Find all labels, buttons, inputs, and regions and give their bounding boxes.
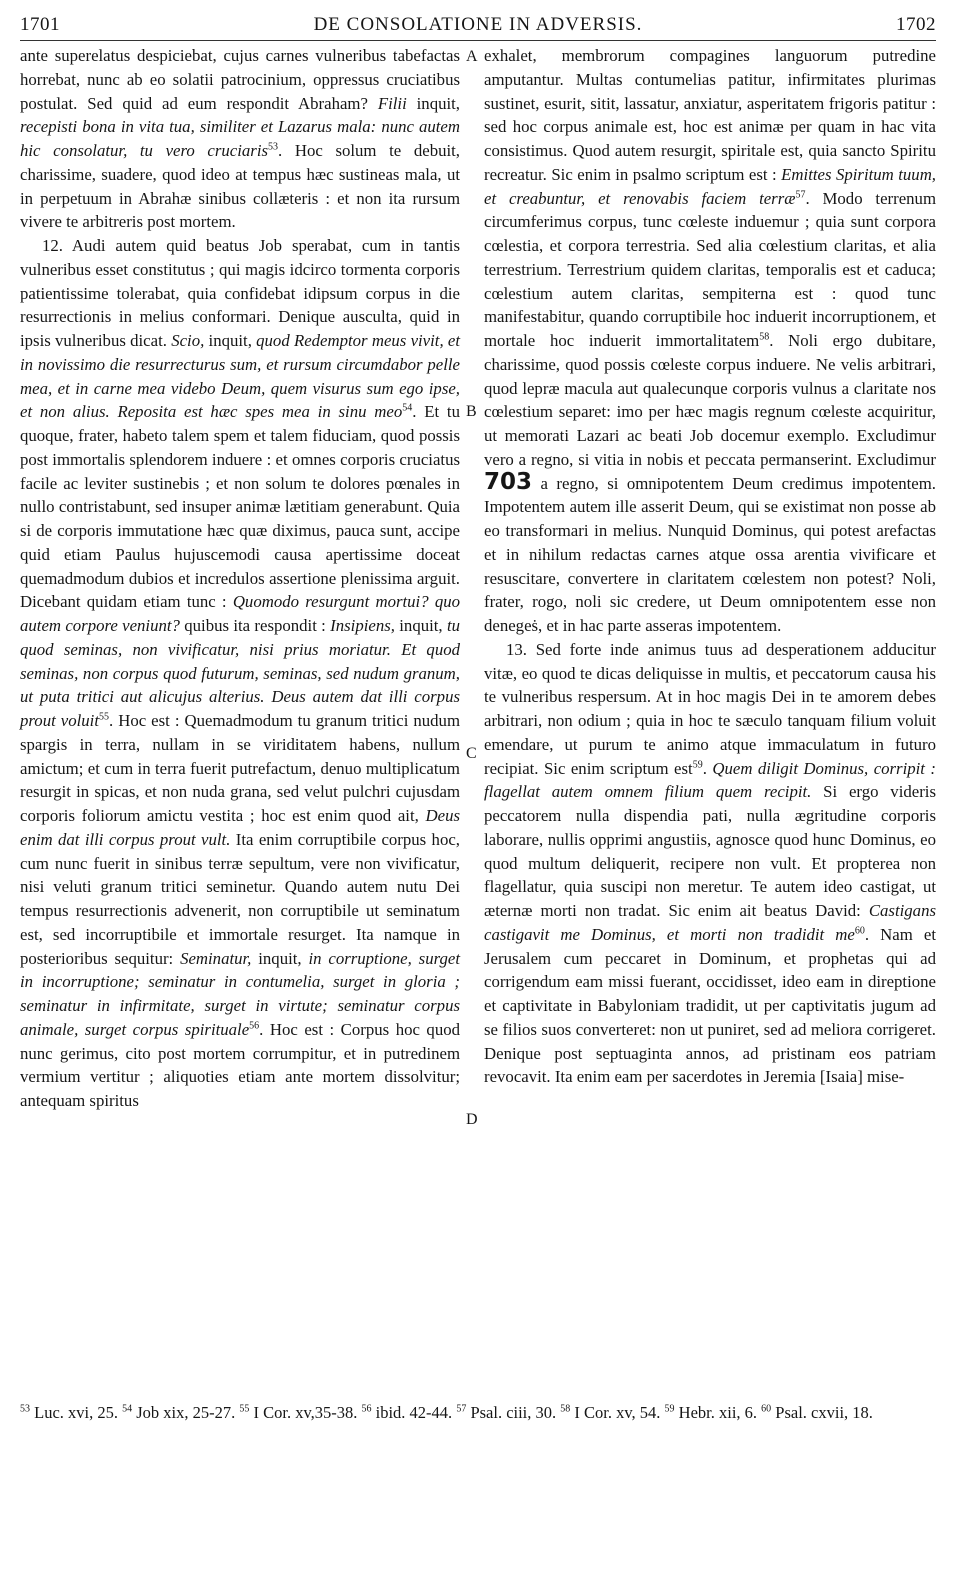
header-rule (20, 40, 936, 41)
running-header (20, 8, 936, 38)
right-page-number: 1702 (896, 14, 936, 35)
margin-mark-d: D (466, 1111, 478, 1128)
paragraph: exhalet, membrorum compagines languorum putredine amputantur. Multas contumelias patitur, infirmitates plurimas sustinet, esurit, sitit, lassatur, anxiatur, asperitatem frigoris patitur : sed hoc corpus animale est, hoc est animæ per quam in hac vita consistimus. Quod autem resurgit, spiritale est, quia sancto Spiritu recreatur. Sic enim in psalmo scriptum est : Emittes Spiritum tuum, et creabuntur, et renovabis faciem terræ$^{57}$. Modo terrenum circumferimus corpus, tunc cœleste induemur ; quia sunt corpora cœlestia, et corpora terrestria. Sed alia cœlestium claritas, et alia terrestrium. Terrestrium quidem claritas, temporalis est et caduca; cœlestium autem claritas, sempiterna est : quod tunc manifestabitur, quando corruptibile hoc induerit incorruptionem, et mortale hoc induerit immortalitatem$^{58}$. Noli ergo dubitare, charissime, quod possis cœleste corpus induere. Ne velis arbitrari, quod lepræ macula aut qualecunque corporis vulnus a claritate nos cœlestium separet: imo per hæc magis regnum cœleste acquiritur, ut memorati Lazari ac beati Job docemur exemplo. Excludimur vero a regno, si vitia in nobis et peccata permanserint. Excludimur 703 a regno, si omnipotentem Deum credimus impotentem. Impotentem autem ille asserit Deum, qui se existimat non posse ab eo transformari in melius. Nunquid Dominus, qui potest arefactas et in nihilum redactas carnes atque ossa arentia vivificare et resuscitare, convertere in claritatem cœlestem non potest? Noli, frater, rogo, noli sic credere, ut Deum omnipotentem esse non denegeṡ, et in hac parte asseras impotentem. (484, 46, 937, 635)
footnotes: $^{53}$ Luc. xvi, 25. $^{54}$ Job xix, 25-27. $^{55}$ I Cor. xv,35-38. $^{56}$ ibid. 42-44. $^{57}$ Psal. ciii, 30. $^{58}$ I Cor. xv, 54. $^{59}$ Hebr. xii, 6. $^{60}$ Psal. cxvii, 18. (20, 1403, 873, 1422)
footnote-ref: 55 (98, 711, 109, 723)
footnote-ref: 54 (402, 402, 413, 414)
left-column (20, 44, 460, 1113)
right-column (484, 44, 936, 1089)
margin-mark-a: A (466, 48, 478, 65)
footnote-ref: 58 (759, 331, 770, 343)
running-title: DE CONSOLATIONE IN ADVERSIS. (313, 14, 643, 35)
margin-mark-c: C (466, 745, 477, 762)
left-page-number: 1701 (20, 14, 60, 35)
footnote-ref: 59 (692, 758, 703, 770)
column-number: 703 (484, 468, 533, 495)
footnote-ref: 56 (249, 1020, 260, 1032)
footnote-ref: 57 (795, 188, 806, 200)
footnote-ref: 53 (268, 141, 279, 153)
paragraph-12: 12. Audi autem quid beatus Job sperabat, cum in tantis vulneribus esset constitutus ; qui magis idcirco tormenta corporis patientissime tolerabat, quia confidebat idipsum corpus in die resurrectionis in melius conformari. Denique ausculta, quid in ipsis vulneribus dicat. Scio, inquit, quod Redemptor meus vivit, et in novissimo die resurrecturus sum, et rursum circumdabor pelle mea, et in carne mea videbo Deum, quem visurus sum ego ipse, et non alius. Reposita est hæc spes mea in sinu meo$^{54}$. Et tu quoque, frater, habeto talem spem et talem fiduciam, quod possis post immortalis splendorem induere : et omnes corporis cruciatus facile ac leviter sustinebis ; et non solum te dolores pœnales in nullo contristabunt, sed insuper animæ lætitiam generabunt. Quia si de corporis immutatione hæc quæ diximus, pauca sunt, accipe quid etiam Paulus hujuscemodi causa apertissime doceat quemadmodum dubios et incredulos assertione plenissima arguit. Dicebant quidam etiam tunc : Quomodo resurgunt mortui? quo autem corpore veniunt? quibus ita respondit : Insipiens, inquit, tu quod seminas, non vivificatur, nisi prius moriatur. Et quod seminas, non corpus quod futurum, seminas, sed nudum granum, ut puta tritici aut alicujus alterius. Deus autem dat illi corpus prout voluit$^{55}$. Hoc est : Quemadmodum tu granum tritici nudum spargis in terra, nullam in se viriditatem habens, nullum amictum; et cum in terra fuerit putrefactum, denuo multiplicatum resurgit in spicas, et non nuda grana, sed velut pulchri cujusdam corporis foliorum amictu vestita ; hoc est enim quod ait, Deus enim dat illi corpus prout vult. Ita enim corruptibile corpus hoc, cum nunc fuerit in sinibus terræ sepultum, vere non vivificatur, nisi veluti granum tritici seminetur. Quando autem nutu Dei tempus resurrectionis advenerit, non corruptibile ut seminatum est, sed incorruptibile et immortale resurget. Ita namque in posterioribus sequitur: Seminatur, inquit, in corruptione, surget in incorruptione; seminatur in contumelia, surget in gloria ; seminatur in infirmitate, surget in virtute; seminatur corpus animale, surget corpus spirituale$^{56}$. Hoc est : Corpus hoc quod nunc gerimus, cito post mortem corrumpitur, et in putredinem vermium vertitur ; aliquoties etiam ante mortem dissolvitur; antequam spiritus (20, 236, 461, 1110)
footnote-ref: 60 (854, 925, 865, 937)
paragraph-13: 13. Sed forte inde animus tuus ad desperationem adducitur vitæ, eo quod te dicas deliquisse in multis, et peccatorum causa his te vulneribus respersum. At in hoc magis Dei in te amorem debes arbitrari, non odium ; quia in hoc te sæculo tanquam filium voluit emendare, ut purum te animo atque immaculatum in futuro recipiat. Sic enim scriptum est$^{59}$. Quem diligit Dominus, corripit : flagellat autem omnem filium quem recipit. Si ergo videris peccatorem nulla dispendia pati, nulla ægritudine corporis laborare, nullis opprimi angustiis, agnosce quod hunc Dominus, eo quod multum deliquerit, recipere non vult. Et propterea non flagellatur, quia suscipi non meretur. Te autem ideo castigat, ut æternæ morti non tradat. Sic enim ait beatus David: Castigans castigavit me Dominus, et morti non tradidit $me^{60}$. Nam et Jerusalem cum peccaret in Dominum, et prophetas qui ad corrigendum eam missi fuerant, occidisset, ideo eam in direptione et captivitate in Babyloniam tradidit, ut per captivitatis jugum ad se filios suos converteret: non ut puniret, sed ad meliora corrigeret. Denique post septuaginta annos, ad pristinam eos patriam revocavit. Ita enim eam per sacerdotes in Jeremia [Isaia] mise- (484, 639, 937, 1087)
margin-mark-b: B (466, 403, 477, 420)
paragraph: ante superelatus despiciebat, cujus carnes vulneribus tabefactas horrebat, nunc ab eo solatii patrocinium, oppressus cruciatibus postulat. Sed quid ad eum respondit Abraham? Filii inquit, recepisti bona in vita tua, similiter et Lazarus mala: nunc autem hic consolatur, tu vero cruciaris$^{53}$. Hoc solum te debuit, charissime, suadere, quod ideo at tempus hæc sustineas mala, ut in perpetuum in Abrahæ sinibus collæteris : et non ita rursum vivere te arbitreris post mortem. (20, 46, 460, 232)
